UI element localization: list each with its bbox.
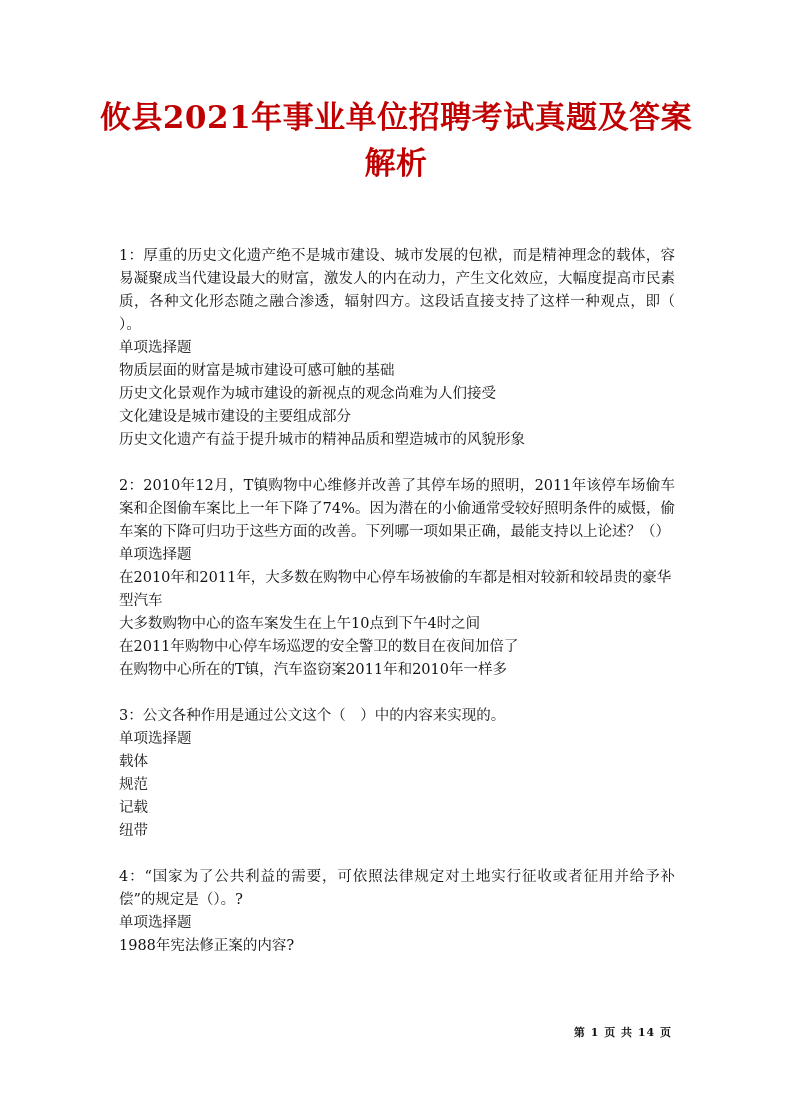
answer-option: 在购物中心所在的T镇，汽车盗窃案2011年和2010年一样多 <box>119 662 507 678</box>
answer-option: 文化建设是城市建设的主要组成部分 <box>119 409 351 425</box>
answer-option: 规范 <box>119 777 148 793</box>
question-type: 单项选择题 <box>119 340 192 356</box>
question-type: 单项选择题 <box>119 547 192 563</box>
answer-option: 纽带 <box>119 823 148 839</box>
question-2 <box>119 475 675 682</box>
question-text: 3：公文各种作用是通过公文这个（ ）中的内容来实现的。 <box>119 708 506 724</box>
answer-option: 大多数购物中心的盗车案发生在上午10点到下午4时之间 <box>119 616 481 632</box>
title-line-2: 解析 <box>364 146 428 182</box>
question-type: 单项选择题 <box>119 731 192 747</box>
question-text: 2：2010年12月，T镇购物中心维修并改善了其停车场的照明，2011年该停车场偷车案和企图偷车案比上一年下降了74%。因为潜在的小偷通常受较好照明条件的威慑，偷车案的下降可归功于这些方面的改善。下列哪一项如果正确，最能支持以上论述？（） <box>119 478 675 540</box>
question-type: 单项选择题 <box>119 915 192 931</box>
page-number: 第 1 页 共 14 页 <box>573 1026 672 1039</box>
question-text: 1：厚重的历史文化遗产绝不是城市建设、城市发展的包袱，而是精神理念的载体，容易凝聚成当代建设最大的财富，激发人的内在动力，产生文化效应，大幅度提高市民素质，各种文化形态随之融合渗透，辐射四方。这段话直接支持了这样一种观点，即（ ）。 <box>119 248 675 333</box>
answer-option: 在2011年购物中心停车场巡逻的安全警卫的数目在夜间加倍了 <box>119 639 519 655</box>
answer-option: 记载 <box>119 800 148 816</box>
answer-option: 在2010年和2011年，大多数在购物中心停车场被偷的车都是相对较新和较昂贵的豪华型汽车 <box>119 570 672 609</box>
title-line-1: 攸县2021年事业单位招聘考试真题及答案 <box>99 100 693 136</box>
document-title <box>60 95 732 187</box>
answer-option: 1988年宪法修正案的内容? <box>119 938 295 954</box>
question-1 <box>119 245 675 452</box>
question-4 <box>119 866 675 958</box>
answer-option: 载体 <box>119 754 148 770</box>
question-text: 4：“国家为了公共利益的需要，可依照法律规定对土地实行征收或者征用并给予补偿”的规定是（）。? <box>119 869 675 908</box>
questions-list <box>119 245 675 981</box>
answer-option: 历史文化遗产有益于提升城市的精神品质和塑造城市的风貌形象 <box>119 432 525 448</box>
answer-option: 物质层面的财富是城市建设可感可触的基础 <box>119 363 395 379</box>
question-3 <box>119 705 675 843</box>
answer-option: 历史文化景观作为城市建设的新视点的观念尚难为人们接受 <box>119 386 496 402</box>
